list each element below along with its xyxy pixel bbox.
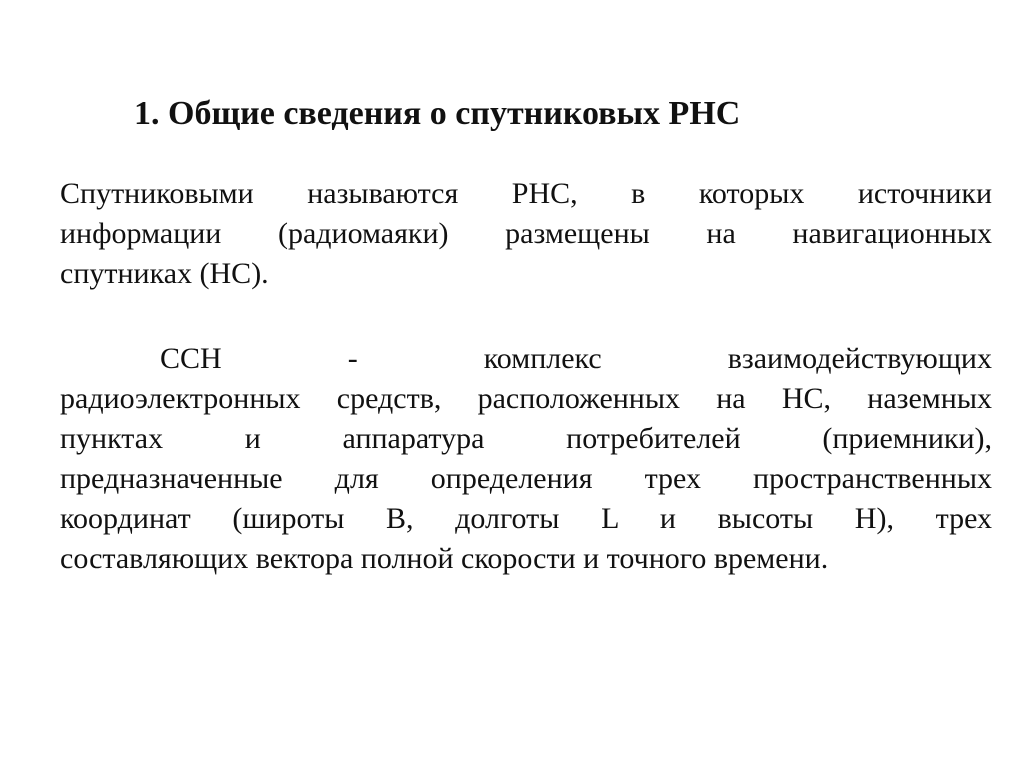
paragraph-line: спутниках (НС). [60, 257, 269, 290]
paragraph-line: составляющих вектора полной скорости и точного времени. [60, 542, 829, 575]
paragraph-line: информации (радиомаяки) размещены на навигационных [60, 217, 992, 250]
slide-title: 1. Общие сведения о спутниковых РНС [134, 95, 741, 132]
paragraph-definition-ssn [60, 339, 992, 579]
paragraph-line: радиоэлектронных средств, расположенных на НС, наземных [60, 382, 992, 415]
paragraph-definition-satellite-rns [60, 174, 992, 294]
paragraph-line: предназначенные для определения трех пространственных [60, 462, 992, 495]
paragraph-line: Спутниковыми называются РНС, в которых источники [60, 177, 992, 210]
paragraph-line: координат (широты В, долготы L и высоты Н), трех [60, 502, 992, 535]
paragraph-line: ССН - комплекс взаимодействующих [160, 342, 992, 375]
paragraph-line: пунктах и аппаратура потребителей (приемники), [60, 422, 992, 455]
